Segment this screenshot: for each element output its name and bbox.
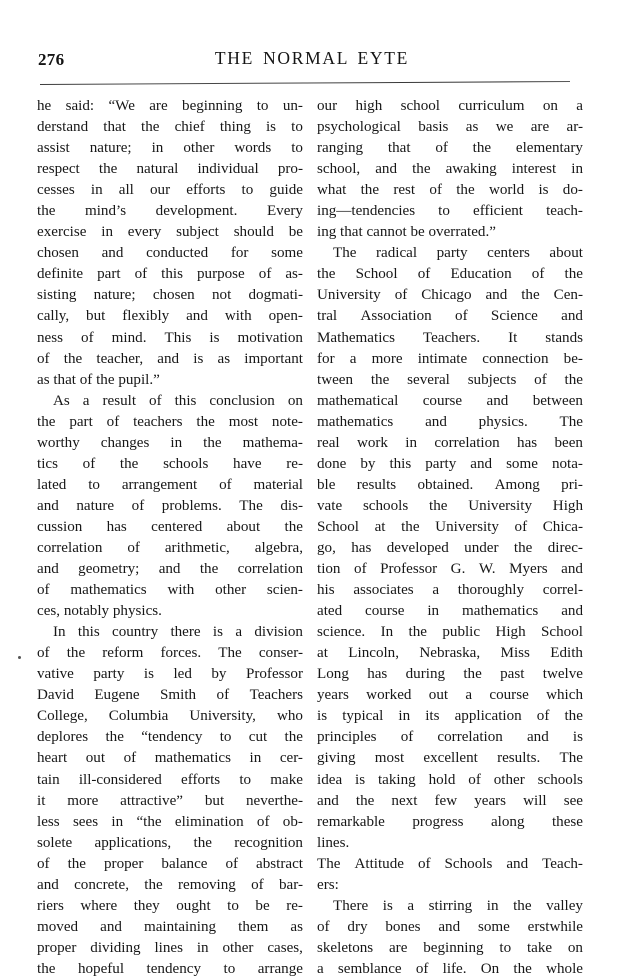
text-line: heart out of mathematics in cer- <box>37 750 303 767</box>
text-line: cally, but flexibly and with open- <box>37 308 303 325</box>
text-line: remarkable progress along these <box>317 813 583 830</box>
text-line: ers: <box>317 876 339 893</box>
text-line: vate schools the University High <box>317 497 583 514</box>
text-line: respect the natural individual pro- <box>37 161 303 178</box>
text-line: School at the University of Chica- <box>317 518 583 535</box>
text-line: of dry bones and some erstwhile <box>317 918 583 935</box>
text-line: lated to arrangement of material <box>37 476 303 493</box>
text-line: the mind’s development. Every <box>37 203 303 220</box>
page-number: 276 <box>38 50 65 69</box>
text-line: ble results obtained. Among pri- <box>317 476 583 493</box>
text-line: ing—tendencies to efficient teach- <box>317 203 583 220</box>
text-line: and geometry; and the correlation <box>37 561 303 578</box>
text-line: the School of Education of the <box>317 266 583 283</box>
text-line: and concrete, the removing of bar- <box>37 876 303 893</box>
text-line: chosen and conducted for some <box>37 245 303 262</box>
text-line: assist nature; in other words to <box>37 140 303 157</box>
text-line: science. In the public High School <box>317 624 583 641</box>
text-line: his associates a thoroughly correl- <box>317 582 583 599</box>
text-line: our high school curriculum on a <box>317 98 583 114</box>
text-line: derstand that the chief thing is to <box>37 119 303 136</box>
text-line: skeletons are beginning to take on <box>317 939 583 956</box>
text-line: it more attractive” but neverthe- <box>37 792 303 809</box>
text-line: tween the several subjects of the <box>317 371 583 388</box>
text-line: of the teacher, and is as important <box>37 350 303 367</box>
text-line: idea is taking hold of other schools <box>317 771 583 788</box>
text-line: giving most excellent results. The <box>317 750 583 767</box>
text-line: is typical in its application of the <box>317 708 583 725</box>
text-line: what the rest of the world is do- <box>317 182 583 199</box>
text-line: ing that cannot be overrated.” <box>317 224 496 241</box>
text-line: of the reform forces. The conser- <box>37 645 303 662</box>
text-line: ated course in mathematics and <box>317 603 583 620</box>
running-title: THE NORMAL EYTE <box>214 48 410 68</box>
text-line: proper dividing lines in other cases, <box>37 939 303 956</box>
text-line: correlation of arithmetic, algebra, <box>37 539 303 556</box>
text-line: less sees in “the elimination of ob- <box>37 813 303 830</box>
text-line: the part of teachers the most note- <box>37 413 303 430</box>
scan-artifact-speck <box>18 656 21 659</box>
text-line: a semblance of life. On the whole <box>317 960 583 977</box>
text-line: psychological basis as we are ar- <box>317 119 583 136</box>
text-line: Mathematics Teachers. It stands <box>317 329 583 346</box>
text-line: ces, notably physics. <box>37 603 162 620</box>
text-line: go, has developed under the direc- <box>317 539 583 556</box>
text-line: The radical party centers about <box>333 245 583 262</box>
text-line: at Lincoln, Nebraska, Miss Edith <box>317 645 583 662</box>
text-line: done by this party and some nota- <box>317 455 583 472</box>
text-line: of the proper balance of abstract <box>37 855 303 872</box>
text-line: Long has during the past twelve <box>317 666 583 683</box>
text-line: cesses in all our efforts to guide <box>37 182 303 199</box>
text-line: as that of the pupil.” <box>37 371 160 388</box>
text-line: he said: “We are beginning to un- <box>37 98 303 114</box>
column-left <box>37 96 303 980</box>
text-line: deplores the “tendency to cut the <box>37 729 303 746</box>
text-line: mathematical course and between <box>317 392 583 409</box>
column-right <box>317 96 583 980</box>
text-line: lines. <box>317 834 350 851</box>
text-line: principles of correlation and is <box>317 729 583 746</box>
text-line: tral Association of Science and <box>317 308 583 325</box>
text-line: ranging that of the elementary <box>317 140 583 157</box>
text-line: In this country there is a division <box>53 624 303 641</box>
text-line: of mathematics with other scien- <box>37 582 303 599</box>
text-line: worthy changes in the mathema- <box>37 434 303 451</box>
text-line: sisting nature; chosen not dogmati- <box>37 287 303 304</box>
text-line: tion of Professor G. W. Myers and <box>317 561 583 578</box>
text-line: school, and the awaking interest in <box>317 161 583 178</box>
text-line: College, Columbia University, who <box>37 708 303 725</box>
text-line: David Eugene Smith of Teachers <box>37 687 303 704</box>
header-rule <box>40 81 570 85</box>
text-line: years worked out a course which <box>317 687 583 704</box>
text-line: ness of mind. This is motivation <box>37 329 303 346</box>
text-line: cussion has centered about the <box>37 518 303 535</box>
text-line: solete applications, the recognition <box>37 834 303 851</box>
text-line: mathematics and physics. The <box>317 413 583 430</box>
text-line: tain ill-considered efforts to make <box>37 771 303 788</box>
text-line: There is a stirring in the valley <box>333 897 583 914</box>
text-line: definite part of this purpose of as- <box>37 266 303 283</box>
text-line: The Attitude of Schools and Teach- <box>317 855 583 872</box>
running-head <box>0 48 624 78</box>
text-line: and the next few years will see <box>317 792 583 809</box>
text-line: vative party is led by Professor <box>37 666 303 683</box>
text-line: and nature of problems. The dis- <box>37 497 303 514</box>
text-line: riers where they ought to be re- <box>37 897 303 914</box>
text-line: for a more intimate connection be- <box>317 350 583 367</box>
text-line: real work in correlation has been <box>317 434 583 451</box>
text-line: University of Chicago and the Cen- <box>317 287 583 304</box>
text-line: the hopeful tendency to arrange <box>37 960 303 977</box>
text-line: moved and maintaining them as <box>37 918 303 935</box>
body-columns <box>0 96 624 977</box>
text-line: exercise in every subject should be <box>37 224 303 241</box>
text-line: As a result of this conclusion on <box>53 392 303 409</box>
text-line: tics of the schools have re- <box>37 455 303 472</box>
